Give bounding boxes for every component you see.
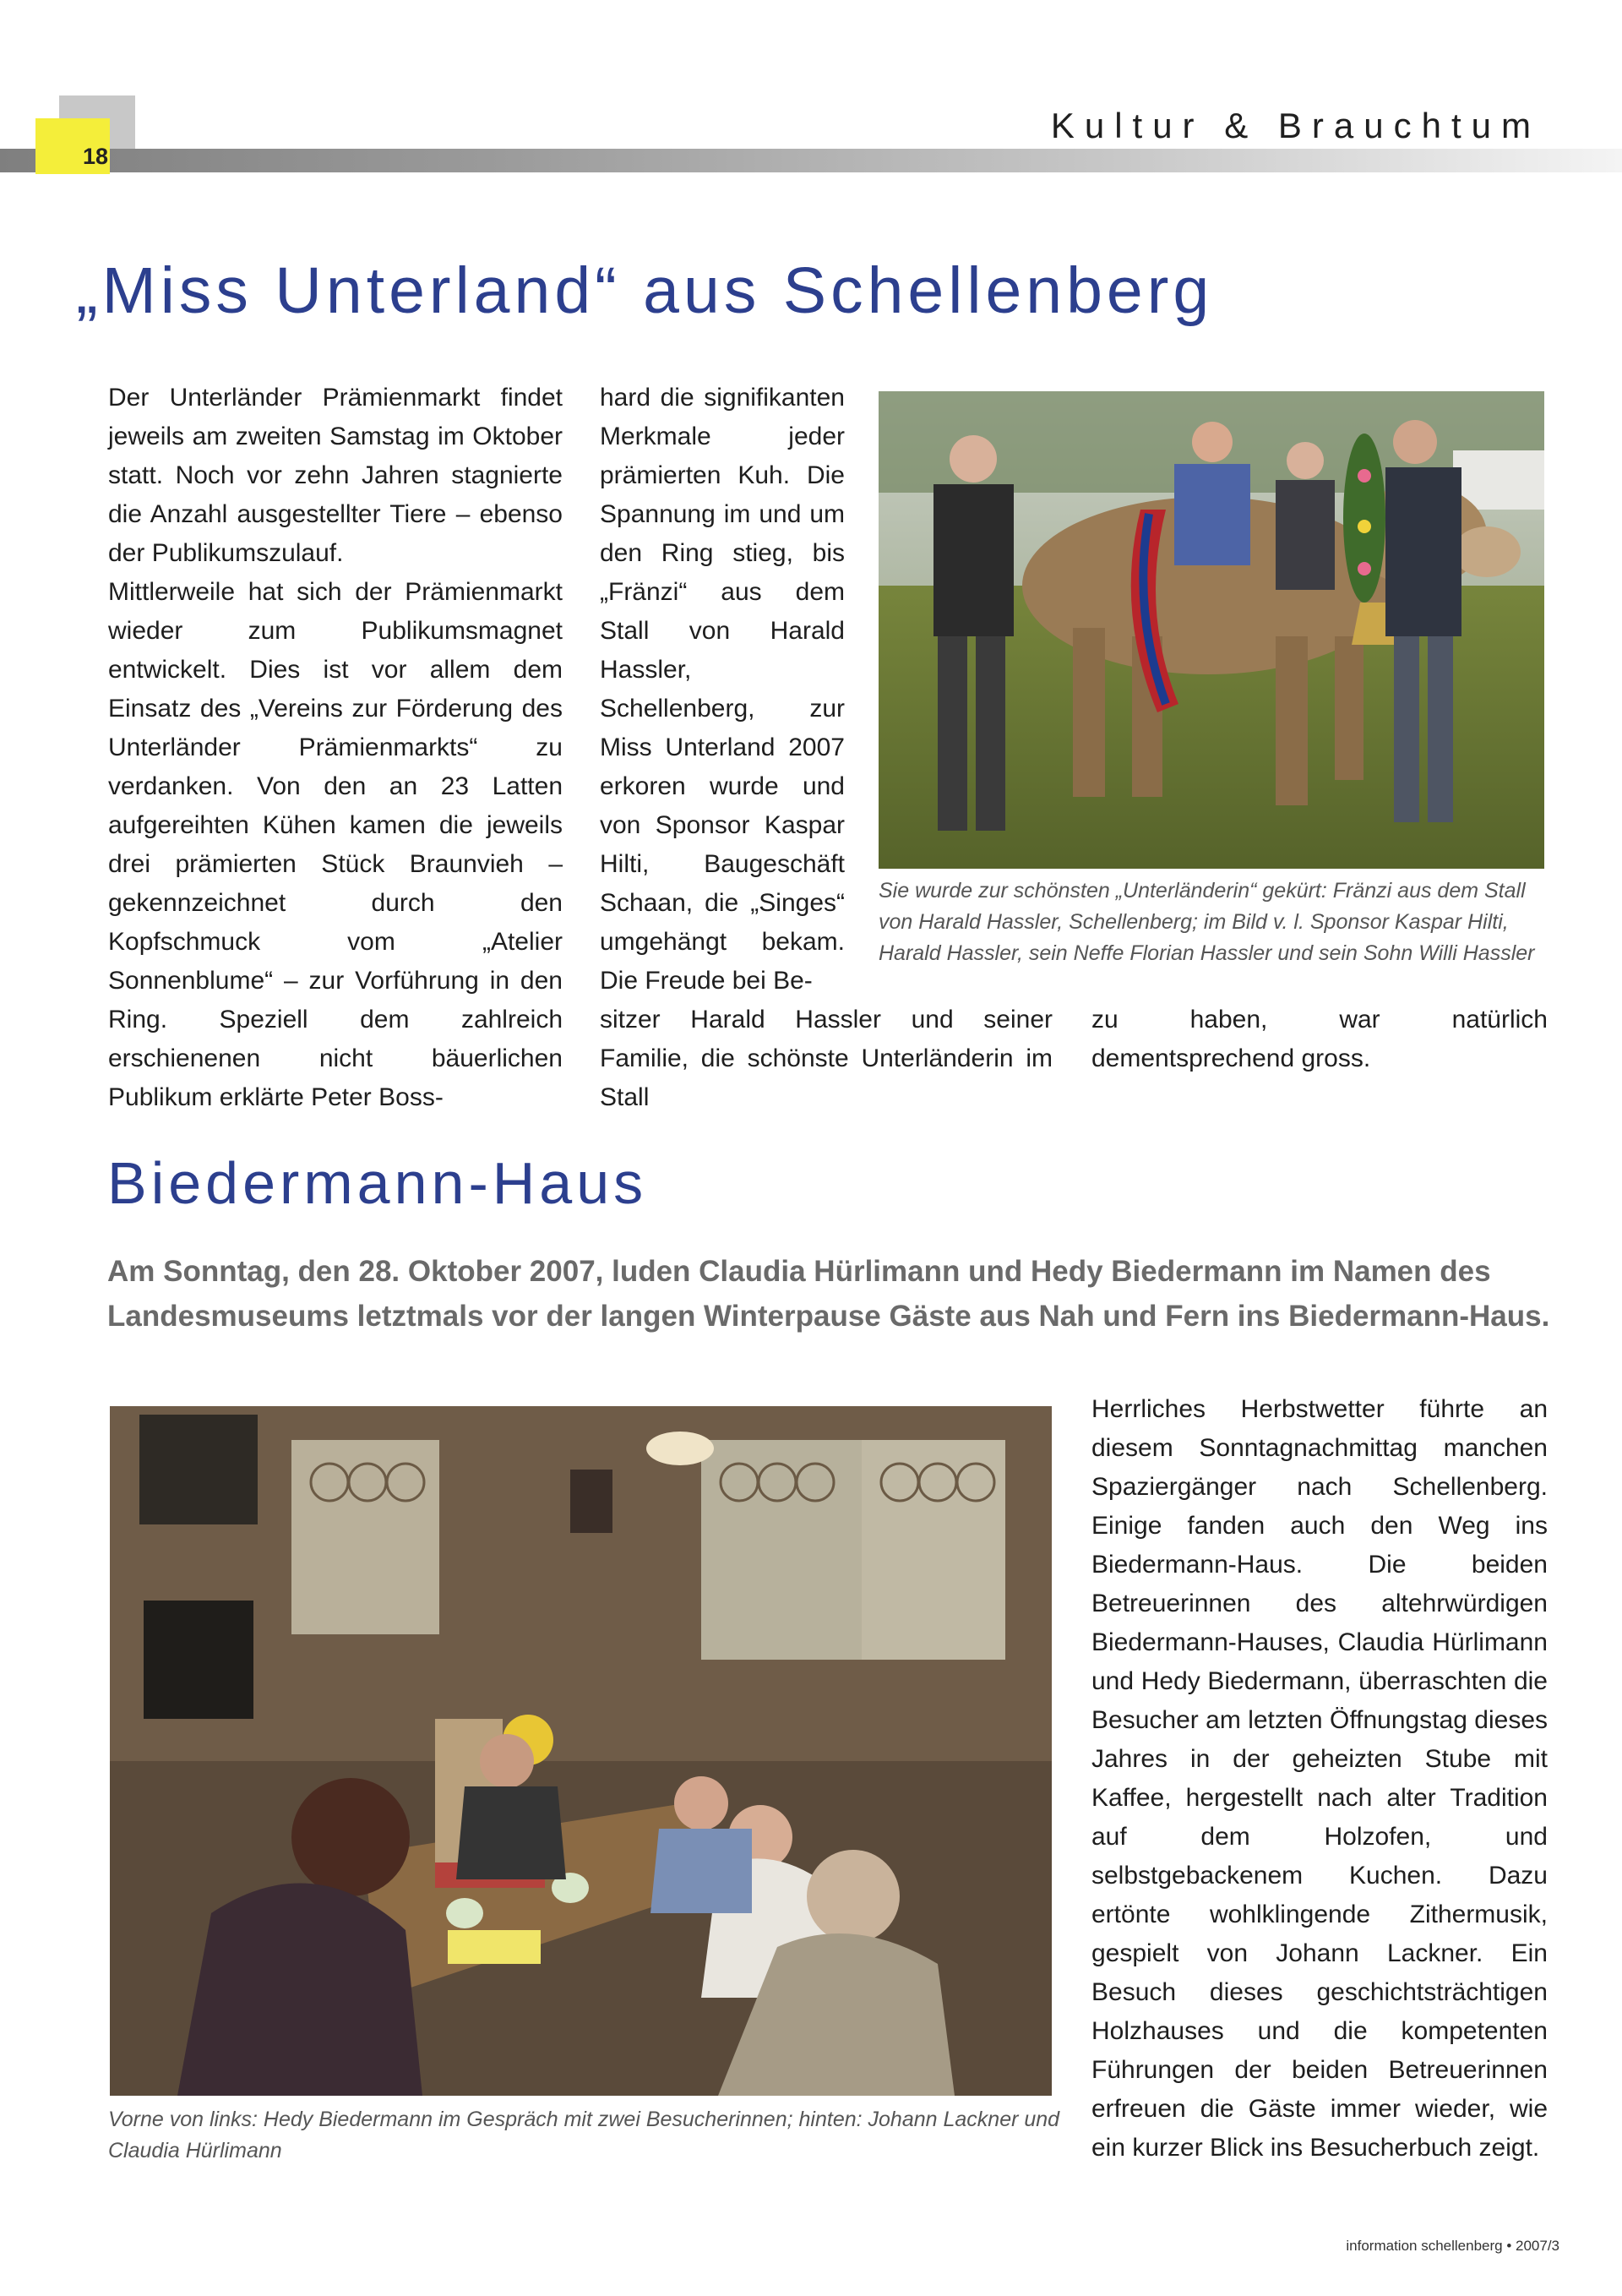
photo-biedermann-haus-stube (110, 1406, 1052, 2096)
article1-col1-paragraph-1: Der Unterländer Prämienmarkt findet jeweils am zweiten Samstag im Oktober statt. Noch vor zehn Jahren stagnierte die Anzahl ausgestellter Tiere – ebenso der Publikumszulauf. (108, 384, 563, 567)
article1-column-1 (108, 379, 563, 1117)
cow-photo-illustration (879, 391, 1544, 869)
section-title: Kultur & Brauchtum (1050, 106, 1541, 145)
article1-column-2-bottom (600, 1001, 1053, 1117)
photo-caption-biedermann-haus: Vorne von links: Hedy Biedermann im Gespräch mit zwei Besucherinnen; hinten: Johann Lackner und Claudia Hürlimann (108, 2108, 1060, 2162)
article1-col1-paragraph-2: Mittlerweile hat sich der Prämienmarkt wieder zum Publikumsmagnet entwickelt. Dies ist vor allem dem Einsatz des „Vereins zur Förderung des Unterländer Prämienmarkts“ zu verdanken. Von den an 23 Latten aufgereihten Kühen kamen die jeweils drei prämierten Stück Braunvieh – gekennzeichnet durch den Kopfschmuck vom „Atelier Sonnenblume“ – zur Vorführung in den Ring. Speziell dem zahlreich erschienenen nicht bäuerlichen Publikum erklärte Peter Boss- (108, 578, 563, 1111)
article-title-biedermann-haus: Biedermann-Haus (107, 1150, 648, 1216)
article-title-miss-unterland: „Miss Unterland“ aus Schellenberg (76, 254, 1214, 327)
page-number: 18 (83, 144, 109, 169)
article1-col2b-paragraph: sitzer Harald Hassler und seiner Familie, die schönste Unterländerin im Stall (600, 1006, 1053, 1111)
photo-miss-unterland-cow (879, 391, 1544, 869)
article2-lead: Am Sonntag, den 28. Oktober 2007, luden Claudia Hürlimann und Hedy Biedermann im Namen des Landesmuseums letztmals vor der langen Winterpause Gäste aus Nah und Fern ins Biedermann-Haus. (107, 1255, 1550, 1333)
article1-column-2-top (600, 379, 845, 1001)
article1-col3-paragraph: zu haben, war natürlich dementsprechend gross. (1091, 1006, 1548, 1072)
footer-publication: information schellenberg • 2007/3 (1346, 2238, 1559, 2254)
article2-body-column (1091, 1390, 1548, 2168)
header-gradient-bar (0, 149, 1622, 172)
article1-column-3 (1091, 1001, 1548, 1078)
stube-photo-illustration (110, 1406, 1052, 2096)
photo-caption-miss-unterland: Sie wurde zur schönsten „Unterländerin“ gekürt: Fränzi aus dem Stall von Harald Hassler, Schellenberg; im Bild v. l. Sponsor Kaspar Hilti, Harald Hassler, sein Neffe Florian Hassler und sein Sohn Willi Hassler (879, 879, 1535, 965)
article1-col2-paragraph: hard die signifikanten Merkmale jeder prämierten Kuh. Die Spannung im und um den Ring stieg, bis „Fränzi“ aus dem Stall von Harald Hassler, Schellenberg, zur Miss Unterland 2007 erkoren wurde und von Sponsor Kaspar Hilti, Baugeschäft Schaan, die „Singes“ umgehängt bekam. Die Freude bei Be- (600, 384, 845, 995)
article2-body-paragraph: Herrliches Herbstwetter führte an diesem Sonntagnachmittag manchen Spaziergänger nach Schellenberg. Einige fanden auch den Weg ins Biedermann-Haus. Die beiden Betreuerinnen des altehrwürdigen Biedermann-Hauses, Claudia Hürlimann und Hedy Biedermann, überraschten die Besucher am letzten Öffnungstag dieses Jahres in der geheizten Stube mit Kaffee, hergestellt nach alter Tradition auf dem Holzofen, und selbstgebackenem Kuchen. Dazu ertönte wohlklingende Zithermusik, gespielt von Johann Lackner. Ein Besuch dieses geschichtsträchtigen Holzhauses und die kompetenten Führungen der beiden Betreuerinnen erfreuen die Gäste immer wieder, wie ein kurzer Blick ins Besucherbuch zeigt. (1091, 1395, 1548, 2162)
